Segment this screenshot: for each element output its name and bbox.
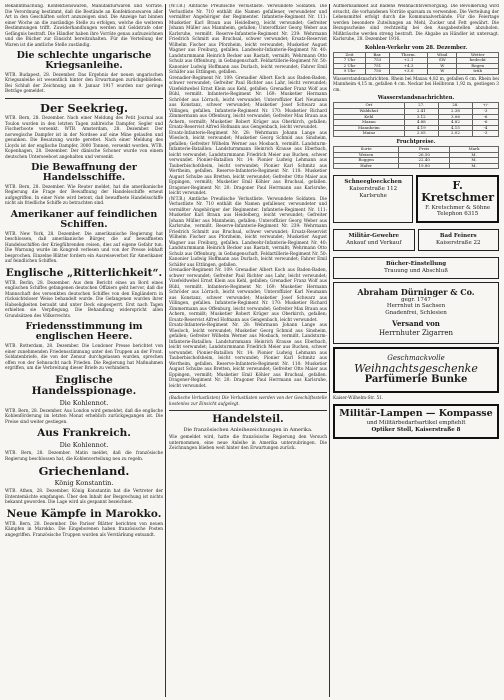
table-cell: M. — [450, 163, 499, 169]
table-cell: 2.38 — [438, 108, 472, 114]
advertisement — [333, 347, 499, 393]
table-row — [334, 69, 499, 75]
table-cell: 4.19 — [404, 125, 438, 131]
table-header: Bar. — [365, 52, 389, 58]
article-headline: Neue Kämpfe in Marokko. — [6, 507, 162, 520]
table-cell: M. — [450, 152, 499, 158]
casualty-list: (W.T.B.) Amtliche Preußische Verlustliste. Verwundete Soldaten. Die Verlustliste Nr. 710 enthält die Namen gefallener, verwundeter und vermißter Angehöriger der Regimenter. Infanterie-Regiment Nr. 111: Musketier Karl Braun aus Heidelberg, leicht verwundet; Gefreiter Johann Müller aus Mannheim, gefallen; Unteroffizier Georg Weber aus Karlsruhe, vermißt. Reserve-Infanterie-Regiment Nr. 239: Wehrmann Friedrich Schmitt aus Bruchsal, schwer verwundet; Ersatz-Reservist Wilhelm Fischer aus Pforzheim, leicht verwundet; Musketier August Wagner aus Freiburg, gefallen. Landwehr-Infanterie-Regiment Nr. 40: Landsturmmann Heinrich Becker aus Rastatt, vermißt; Wehrmann Otto Schulz aus Offenburg, in Gefangenschaft. Feldartillerie-Regiment Nr. 50: Kanonier Ludwig Hoffmann aus Durlach, leicht verwundet; Fahrer Emil Schäfer aus Ettlingen, gefallen. — [169, 4, 327, 75]
weather-table — [333, 52, 499, 75]
article-subheadline: Die französischen Anleihezeichnungen in Amerika. — [183, 427, 313, 434]
advertisement — [333, 257, 499, 279]
table-cell: Hafer — [334, 163, 399, 169]
table-cell: -3 — [472, 108, 498, 114]
article-text: WTB. Bern, 28. Dezember. Wie Reuter meldet, hat die amerikanische Regierung die Frage der Bewaffnung der Handelsschiffe erneut aufgegriffen. In einer Note wird betont, daß bewaffnete Handelsschiffe nicht als friedliche Schiffe zu betrachten sind. — [5, 184, 163, 207]
table-cell: Mannheim — [334, 125, 405, 131]
table-header: Zeit — [334, 52, 366, 58]
table-cell: 751 — [365, 63, 389, 69]
table-cell: SW — [428, 58, 457, 64]
ad-title: Militär-Gewehre — [348, 233, 399, 240]
table-cell: 7 Uhr — [334, 58, 366, 64]
table-cell: 4.82 — [438, 120, 472, 126]
notice-text: (Badische Verlustlisten) Die Verlustlisten werden von der Geschäftsstelle kostenlos zur Einsicht aufgelegt. — [169, 396, 327, 407]
article-headline: Amerikaner auf feindlichen Schiffen. — [10, 208, 158, 230]
table-cell: Waldshut — [334, 108, 405, 114]
table-title: Fruchtpreise. — [396, 138, 436, 145]
article-text: WTB. Bern, 28. Dezember. Die Pariser Blätter berichten von neuen Kämpfen in Marokko. Die Eingeborenen haben französische Posten angegriffen. Französische Truppen wurden als Verstärkung entsandt. — [5, 521, 163, 538]
article-headline: Friedensstimmung im englischen Heere. — [25, 321, 143, 343]
article-text: WTB. Bern, 28. Dezember. Nach einer Meldung des Petit Journal aus Toulon wurden in den letzten Tagen zahlreiche Dampfer, Segler und Fischerboote versenkt. WTB. Amsterdam, 28. Dezember. Der norwegische Dampfer ist in der Nordsee auf eine Mine gelaufen und gesunken. Die Besatzung wurde gerettet. Nach einer Meldung des Lloyds ist der englische Dampfer, 3000 Tonnen, versenkt worden. WTB. Kopenhagen, 28. Dezember. Der dänische Schoner wurde von einem deutschen Unterseeboot angehalten und versenkt. — [5, 116, 163, 160]
article-text: Aufmerksamkeit auf Badens Weihnachtsversorgung. Die Bevölkerung wird ersucht, die vorhandenen Vorräte sparsam zu verwenden. Die Verteilung der Lebensmittel erfolgt durch die Kommunalverbände. Für die Feiertage werden besondere Zuteilungen an Mehl, Zucker und Fett gewährt. Die Bezugsscheine sind rechtzeitig bei den Ausgabestellen abzuholen. Mißbräuche werden streng bestraft. Die Abgabe an Händler ist untersagt. Karlsruhe, 28. Dezember 1916. — [333, 4, 499, 42]
ad-title: Schneegloeckchen — [344, 179, 402, 186]
table-cell: Kehl — [334, 114, 405, 120]
column-2 — [169, 4, 327, 697]
article-headline: Griechenland. — [38, 464, 130, 479]
divider — [169, 410, 327, 411]
table-header: Therm. — [389, 52, 427, 58]
ad-line: Herrnhut in Sachsen — [386, 303, 446, 310]
casualty-list: Ersatz-Infanterie-Regiment Nr. 28: Wehrmann Johann Lange aus Wiesloch, leicht verwundet; Musketier Georg Schmid aus Sinsheim, gefallen; Gefreiter Wilhelm Werner aus Mosbach, vermißt. Landsturm-Infanterie-Bataillon: Landsturmmann Heinrich Krause aus Eberbach, leicht verwundet; Landsturmmann Friedrich Meier aus Buchen, schwer verwundet. Pionier-Bataillon Nr. 14: Pionier Ludwig Lehmann aus Tauberbischofsheim, leicht verwundet; Pionier Karl Schmitz aus Wertheim, gefallen. Reserve-Infanterie-Regiment Nr. 110: Musketier August Schulze aus Bretten, leicht verwundet; Gefreiter Otto Maier aus Eppingen, vermißt; Musketier Emil Köhler aus Bruchsal, gefallen. Dragoner-Regiment Nr. 20: Dragoner Paul Herrmann aus Karlsruhe, leicht verwundet. — [169, 130, 327, 196]
ad-line: Optiker Stoll, Kaiserstraße 8 — [371, 426, 461, 433]
casualty-list: Grenadier-Regiment Nr. 109: Grenadier Albert Koch aus Baden-Baden, schwer verwundet; Gefreiter Paul Richter aus Lahr, leicht verwundet; Vizefeldwebel Ernst Klein aus Kehl, gefallen; Grenadier Franz Wolf aus Bühl, vermißt. Infanterie-Regiment Nr. 169: Musketier Hermann Schröder aus Lörrach, leicht verwundet; Unteroffizier Karl Neumann aus Konstanz, schwer verwundet; Musketier Josef Schwarz aus Villingen, gefallen. Infanterie-Regiment Nr. 170: Musketier Richard Zimmermann aus Offenburg, leicht verwundet; Gefreiter Max Braun aus Achern, vermißt; Musketier Robert Krüger aus Oberkirch, gefallen; Ersatz-Reservist Alfred Hofmann aus Gengenbach, leicht verwundet. — [169, 268, 327, 323]
advertisement — [333, 282, 499, 344]
table-cell: bedeckt — [457, 58, 499, 64]
table-header: 27. — [404, 103, 438, 109]
article-text: Bekanntmachung. Konfektionswaren, Manufakturwaren und Vorräte. Die Verordnung bestimmt, daß die Bestände an Konfektionswaren aller Art in den Geschäften sofort anzuzeigen sind. Die Anzeige hat binnen einer Woche an die zuständige Stelle zu erfolgen, welche die weiteren Bestimmungen trifft. Zuwiderhandlungen werden mit Geldstrafe oder Gefängnis bestraft. Die Händler haben ihre Vorräte genau aufzuzeichnen und die Bücher zur Einsicht bereitzuhalten. Für die Verteilung der Waren ist die amtliche Stelle zuständig. — [5, 4, 163, 48]
article-text: WTB. Rotterdam, 28. Dezember. Die Londoner Presse berichtet von einer zunehmenden Friedensstimmung unter den Truppen an der Front. Soldatenbriefe, die von der Zensur durchgelassen wurden, sprechen offen von der Sehnsucht nach Frieden. Die Regierung hat Maßnahmen ergriffen, um die Verbreitung dieser Briefe zu verhindern. — [5, 344, 163, 372]
article-headline: Englische „Ritterlichkeit“. — [5, 266, 163, 279]
address-line: Kaiser-Wilhelm-Str. 51. — [333, 395, 384, 401]
ad-line: F. Kretschmer & Söhne — [425, 204, 491, 211]
table-cell: 19.80 — [399, 163, 450, 169]
table-title: Kohlen-Verkehr vom 28. Dezember. — [364, 44, 468, 51]
advertisement — [333, 404, 499, 438]
column-1 — [5, 4, 163, 697]
table-cell: 22.40 — [399, 158, 450, 164]
ad-row — [333, 172, 499, 226]
ad-script-title: Weihnachtsgeschenke — [354, 362, 478, 376]
advertisement — [418, 229, 500, 251]
table-cell: -3 — [472, 131, 498, 137]
ad-title: Geschmackvolle — [387, 353, 445, 362]
ad-line: Gnadenfrei, Schlesien — [385, 310, 447, 317]
column-3 — [333, 4, 499, 697]
casualty-list: Grenadier-Regiment Nr. 109: Grenadier Albert Koch aus Baden-Baden, schwer verwundet; Gefreiter Paul Richter aus Lahr, leicht verwundet; Vizefeldwebel Ernst Klein aus Kehl, gefallen; Grenadier Franz Wolf aus Bühl, vermißt. Infanterie-Regiment Nr. 169: Musketier Hermann Schröder aus Lörrach, leicht verwundet; Unteroffizier Karl Neumann aus Konstanz, schwer verwundet; Musketier Josef Schwarz aus Villingen, gefallen. Infanterie-Regiment Nr. 170: Musketier Richard Zimmermann aus Offenburg, leicht verwundet; Gefreiter Max Braun aus Achern, vermißt; Musketier Robert Krüger aus Oberkirch, gefallen; Ersatz-Reservist Alfred Hofmann aus Gengenbach, leicht verwundet. — [169, 75, 327, 130]
ad-line: Herrnhuter Zigarren — [378, 328, 454, 337]
ad-line: Telephon 6315 — [437, 211, 479, 218]
ad-title: Bücher-Einstellung — [385, 261, 447, 267]
table-cell: 753 — [365, 58, 389, 64]
advertisement — [333, 229, 415, 251]
article-text: WTB. Bern, 28. Dezember. Aus London wird gemeldet, daß die englische Kohlenförderung im letzten Monat erheblich zurückgegangen ist. Die Preise sind weiter gestiegen. — [5, 408, 163, 425]
table-cell: 3.12 — [404, 114, 438, 120]
article-headline: Der Seekrieg. — [39, 100, 129, 115]
advertisement — [333, 175, 413, 223]
table-cell: -6 — [472, 114, 498, 120]
article-text: WTB. Athen, 28. Dezember. König Konstantin hat die Vertreter der Ententemächte empfangen. Über den Inhalt der Besprechung ist nichts bekannt geworden. Die Lage wird als gespannt bezeichnet. — [5, 489, 163, 506]
article-headline: Die schlechte ungarische Kriegsanleihe. — [16, 50, 152, 71]
table-cell: 26.50 — [399, 152, 450, 158]
table-header: 28. — [438, 103, 472, 109]
article-subheadline: Die Kohlennot. — [59, 398, 109, 407]
ad-title: F. Kretschmer — [421, 179, 495, 205]
ad-line: Kaiserstraße 22 — [436, 240, 481, 247]
table-header: Wind — [428, 52, 457, 58]
table-cell: Maxau — [334, 120, 405, 126]
water-level-table — [333, 102, 499, 137]
table-header: Mark — [450, 146, 499, 152]
column-rule — [165, 4, 166, 697]
section-headline: Handelsteil. — [212, 413, 284, 425]
table-cell: 4.15 — [438, 125, 472, 131]
ad-row — [333, 226, 499, 254]
ad-line: Karlsruhe — [359, 193, 387, 200]
divider — [5, 98, 163, 99]
article-text: Wasserstandsnachrichten. Rhein bei Maxau 4,82 m, gefallen 6 cm. Rhein bei Mannheim 4,15 m, gefallen 4 cm. Neckar bei Heilbronn 1,92 m, gestiegen 3 cm. — [333, 76, 499, 93]
ad-line: Versand von — [392, 319, 440, 329]
table-cell: 9 Uhr — [334, 69, 366, 75]
table-header: Preis — [399, 146, 450, 152]
table-header: Ort — [334, 103, 405, 109]
table-cell: 2.02 — [438, 131, 472, 137]
table-header: Wetter — [457, 52, 499, 58]
table-cell: 750 — [365, 69, 389, 75]
table-cell: Roggen — [334, 158, 399, 164]
table-cell: 4.88 — [404, 120, 438, 126]
ad-title: Militär-Lampen — Kompasse — [339, 408, 493, 420]
article-subheadline: König Konstantin. — [54, 479, 114, 488]
table-cell: Mainz — [334, 131, 405, 137]
article-text: WTB. New York, 28. Dezember. Die amerikanische Regierung hat beschlossen, daß amerikanische Bürger, die auf bewaffneten Handelsschiffen der Kriegführenden reisen, dies auf eigene Gefahr tun. Die Warnung wurde im Kongreß verlesen und von der Presse lebhaft besprochen. Einzelne Blätter fordern ein Ausreiseverbot für Amerikaner auf feindlichen Schiffen. — [5, 231, 163, 265]
article-text: WTB. Bern, 28. Dezember. Matin meldet, daß die französische Regierung beschlossen hat, die Kohlenverteilung neu zu regeln. — [5, 451, 163, 462]
table-cell: 2.05 — [404, 131, 438, 137]
table-cell: 2 Uhr — [334, 63, 366, 69]
ad-line: und Militärbedarfsartikel empfiehlt — [366, 419, 466, 426]
table-cell: W — [428, 69, 457, 75]
article-text: WTB. Berlin, 28. Dezember. Aus dem Bericht eines an Bord eines englischen Schiffes gefangenen deutschen Offiziers geht hervor, daß die Mannschaft des versenkten deutschen Schiffes von den Engländern in rücksichtsloser Weise behandelt wurde. Die Gefangenen wurden ihrer Habseligkeiten beraubt und unter Deck eingesperrt. Erst nach Tagen erhielten sie Verpflegung. Die Behandlung widerspricht allen Grundsätzen des Völkerrechts. — [5, 280, 163, 319]
table-cell: Regen — [457, 63, 499, 69]
ad-line: Kaiserstraße 112 — [349, 186, 398, 193]
table-cell: +2.1 — [389, 58, 427, 64]
table-cell: 3.06 — [438, 114, 472, 120]
article-headline: Aus Frankreich. — [37, 427, 131, 440]
table-cell: +4.3 — [389, 63, 427, 69]
table-cell: -6 — [472, 120, 498, 126]
article-headline: Englische Handelsspionage. — [31, 373, 137, 397]
article-headline: Die Bewaffnung der Handelsschiffe. — [31, 162, 137, 183]
article-subheadline: Die Kohlennot. — [59, 441, 109, 450]
table-row — [334, 163, 499, 169]
ad-line: Trauung und Abschluß — [384, 267, 448, 274]
ad-title: Bad Feiners — [439, 233, 477, 240]
table-cell: 2.41 — [404, 108, 438, 114]
article-text: WTB. Budapest, 28. Dezember. Das Ergebnis der neuen ungarischen Kriegsanleihe ist wesentlich hinter den Erwartungen zurückgeblieben. Bei Schluß der Zeichnung am 9. Januar 1917 wurden nur geringe Beträge gemeldet. — [5, 72, 163, 95]
casualty-list: Ersatz-Infanterie-Regiment Nr. 28: Wehrmann Johann Lange aus Wiesloch, leicht verwundet; Musketier Georg Schmid aus Sinsheim, gefallen; Gefreiter Wilhelm Werner aus Mosbach, vermißt. Landsturm-Infanterie-Bataillon: Landsturmmann Heinrich Krause aus Eberbach, leicht verwundet; Landsturmmann Friedrich Meier aus Buchen, schwer verwundet. Pionier-Bataillon Nr. 14: Pionier Ludwig Lehmann aus Tauberbischofsheim, leicht verwundet; Pionier Karl Schmitz aus Wertheim, gefallen. Reserve-Infanterie-Regiment Nr. 110: Musketier August Schulze aus Bretten, leicht verwundet; Gefreiter Otto Maier aus Eppingen, vermißt; Musketier Emil Köhler aus Bruchsal, gefallen. Dragoner-Regiment Nr. 20: Dragoner Paul Herrmann aus Karlsruhe, leicht verwundet. — [169, 323, 327, 389]
table-cell: trüb — [457, 69, 499, 75]
table-cell: -4 — [472, 125, 498, 131]
divider — [169, 392, 327, 393]
price-table — [333, 146, 499, 169]
table-cell: W — [428, 63, 457, 69]
ad-line: Ankauf und Verkauf — [346, 240, 402, 247]
ad-line: gegr. 1747 — [401, 296, 431, 303]
table-cell: +3.0 — [389, 69, 427, 75]
table-header: +/- — [472, 103, 498, 109]
table-title: Wasserstandsnachrichten. — [377, 95, 455, 102]
casualty-list: (W.T.B.) Amtliche Preußische Verlustliste. Verwundete Soldaten. Die Verlustliste Nr. 710 enthält die Namen gefallener, verwundeter und vermißter Angehöriger der Regimenter. Infanterie-Regiment Nr. 111: Musketier Karl Braun aus Heidelberg, leicht verwundet; Gefreiter Johann Müller aus Mannheim, gefallen; Unteroffizier Georg Weber aus Karlsruhe, vermißt. Reserve-Infanterie-Regiment Nr. 239: Wehrmann Friedrich Schmitt aus Bruchsal, schwer verwundet; Ersatz-Reservist Wilhelm Fischer aus Pforzheim, leicht verwundet; Musketier August Wagner aus Freiburg, gefallen. Landwehr-Infanterie-Regiment Nr. 40: Landsturmmann Heinrich Becker aus Rastatt, vermißt; Wehrmann Otto Schulz aus Offenburg, in Gefangenschaft. Feldartillerie-Regiment Nr. 50: Kanonier Ludwig Hoffmann aus Durlach, leicht verwundet; Fahrer Emil Schäfer aus Ettlingen, gefallen. — [169, 196, 327, 268]
table-header: Sorte — [334, 146, 399, 152]
ad-title: Abraham Dürninger & Co. — [357, 286, 475, 297]
advertisement — [416, 175, 499, 223]
column-rule — [329, 4, 330, 697]
article-text: Wie gemeldet wird, hatte die französische Regierung den Versuch unternommen, eine neue Anleihe in Amerika unterzubringen. Die Zeichnungen blieben weit hinter den Erwartungen zurück. — [169, 435, 327, 452]
ad-line: Parfümerie Bunke — [364, 374, 468, 386]
table-cell: M. — [450, 158, 499, 164]
table-row — [334, 131, 499, 137]
table-cell: Weizen — [334, 152, 399, 158]
